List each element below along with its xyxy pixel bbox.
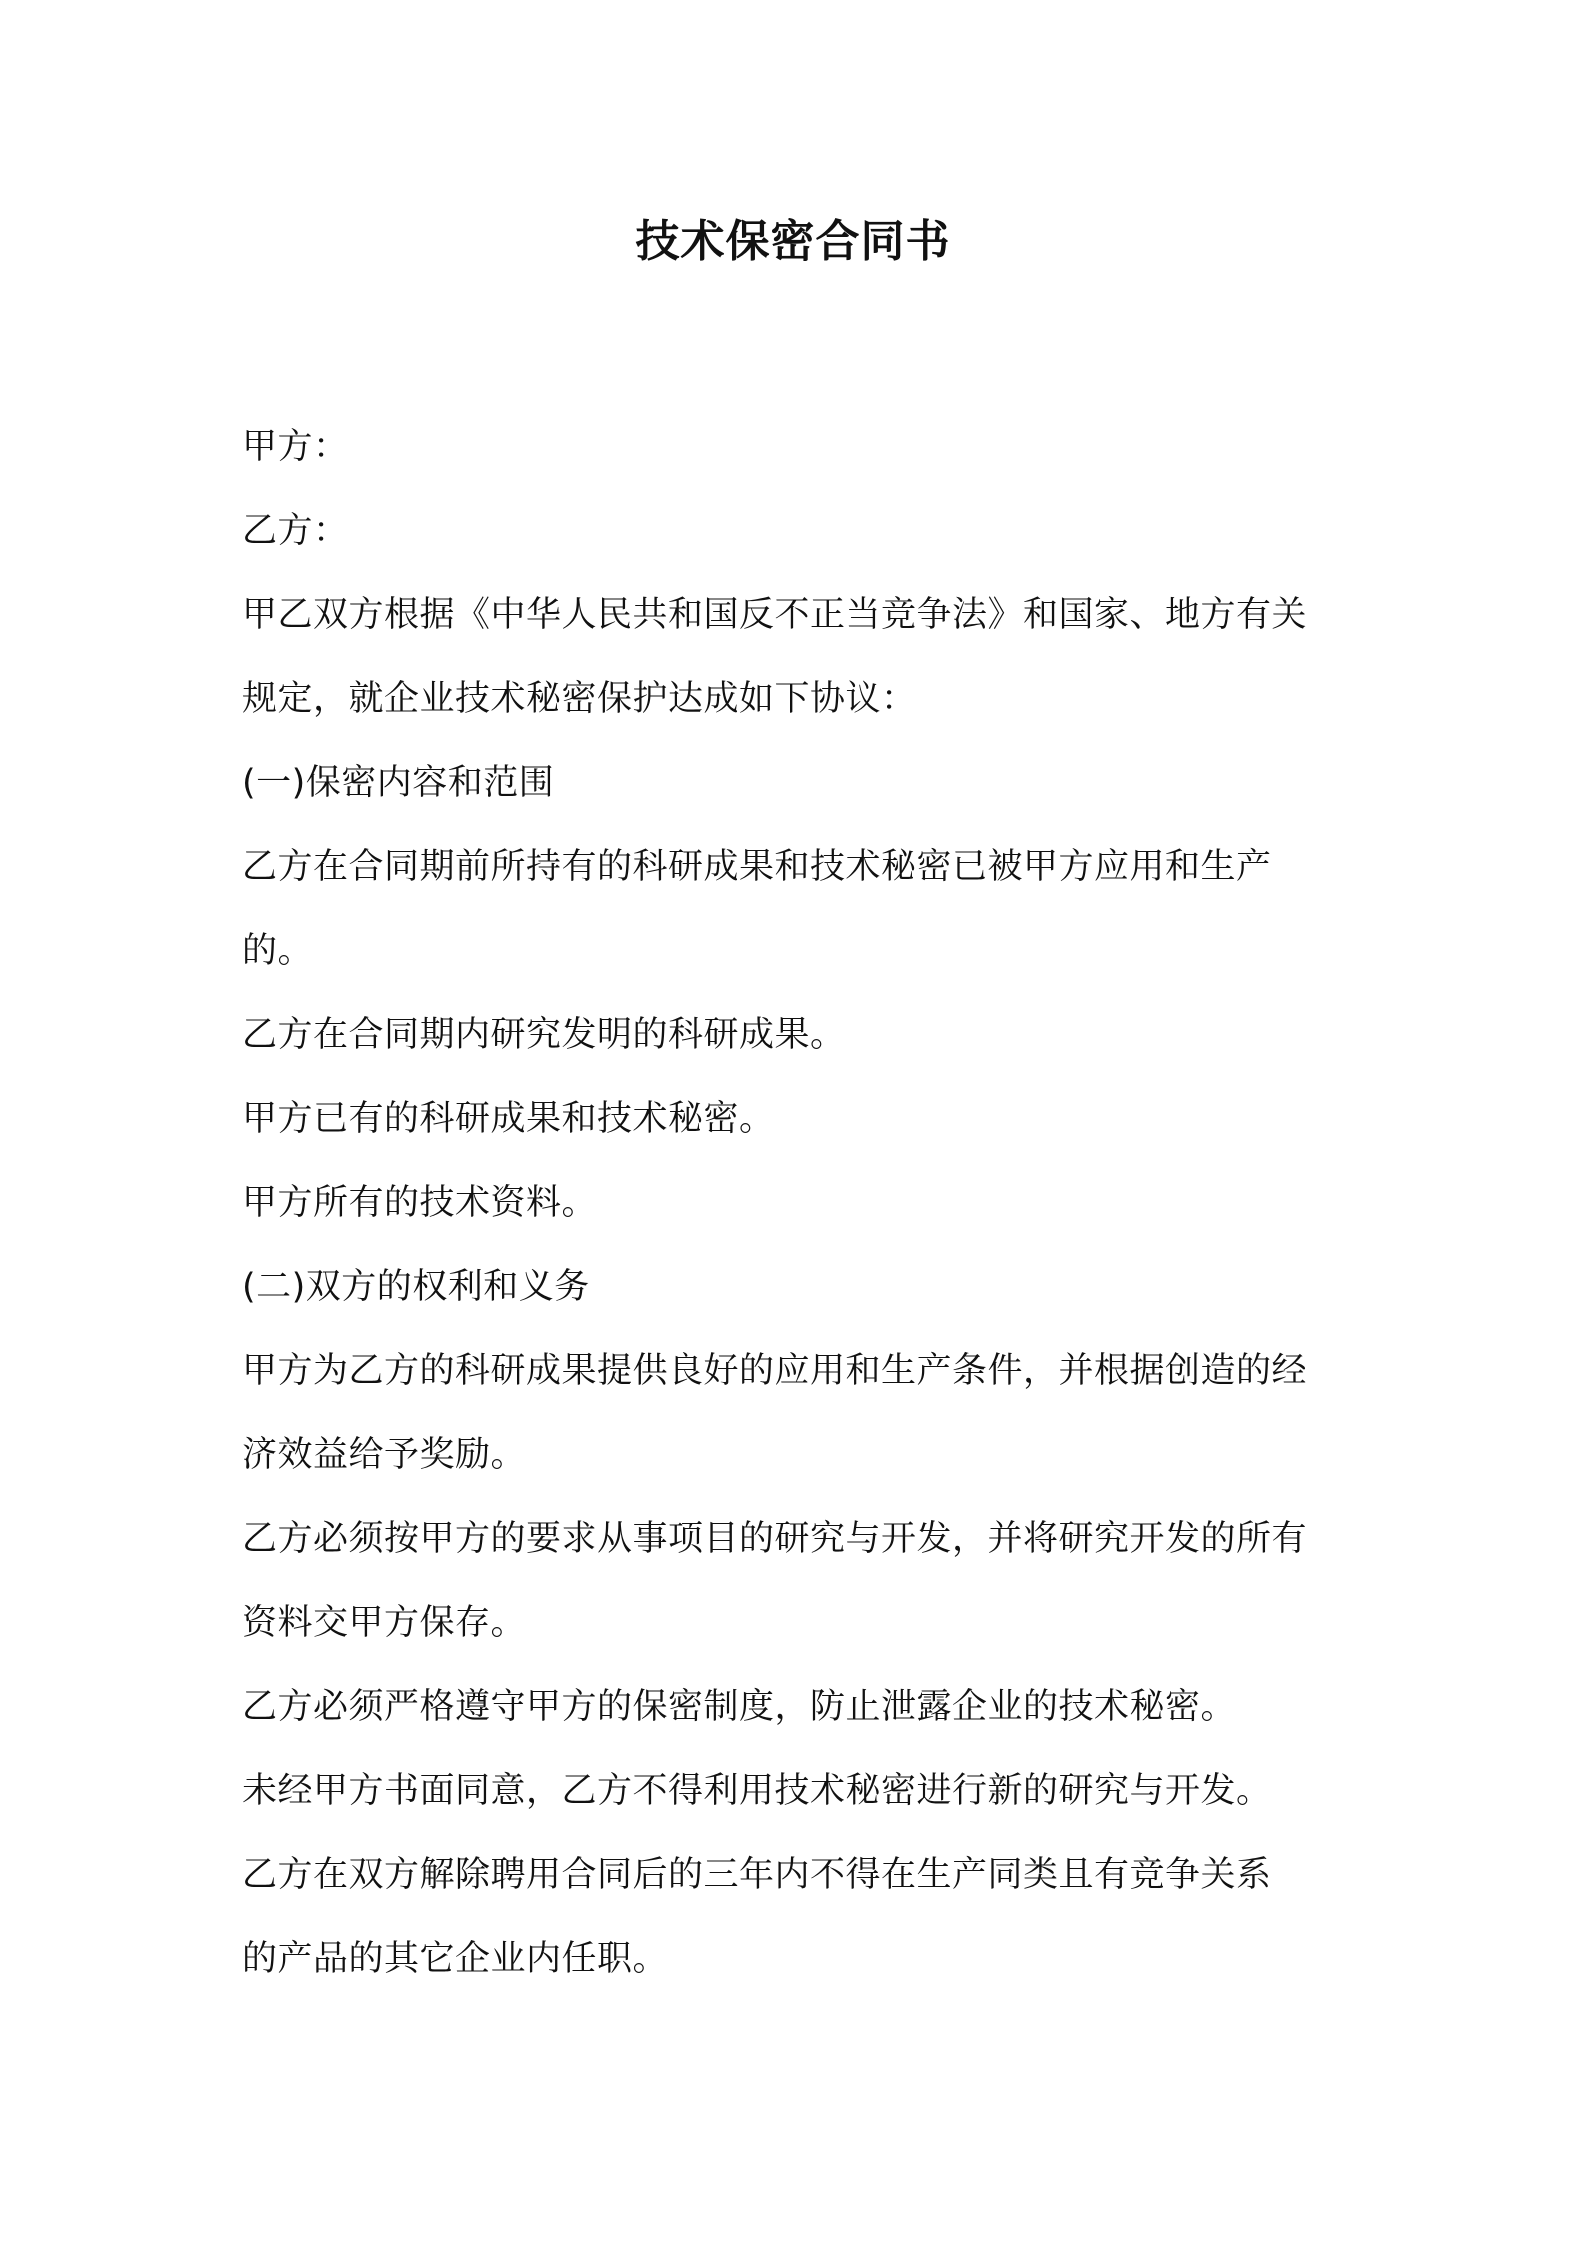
party-a-line: 甲方： — [242, 427, 349, 467]
document-title: 技术保密合同书 — [635, 216, 951, 267]
paragraph-line: 乙方在合同期前所持有的科研成果和技术秘密已被甲方应用和生产 — [242, 847, 1272, 887]
paragraph-line: 甲乙双方根据《中华人民共和国反不正当竞争法》和国家、地方有关 — [242, 595, 1308, 635]
section-heading: (一)保密内容和范围 — [242, 763, 555, 803]
party-b-line: 乙方： — [242, 511, 349, 551]
paragraph-line: 乙方必须严格遵守甲方的保密制度，防止泄露企业的技术秘密。 — [242, 1687, 1237, 1727]
paragraph-line: 未经甲方书面同意，乙方不得利用技术秘密进行新的研究与开发。 — [242, 1771, 1272, 1811]
paragraph-line: 资料交甲方保存。 — [242, 1603, 527, 1643]
paragraph-line: 乙方必须按甲方的要求从事项目的研究与开发，并将研究开发的所有 — [242, 1519, 1308, 1559]
paragraph-line: 甲方所有的技术资料。 — [242, 1183, 598, 1223]
section-heading: (二)双方的权利和义务 — [242, 1267, 590, 1307]
paragraph-line: 乙方在双方解除聘用合同后的三年内不得在生产同类且有竞争关系 — [242, 1855, 1272, 1895]
paragraph-line: 甲方已有的科研成果和技术秘密。 — [242, 1099, 775, 1139]
document-body — [242, 405, 1362, 2001]
paragraph-line: 济效益给予奖励。 — [242, 1435, 527, 1475]
paragraph-line: 甲方为乙方的科研成果提供良好的应用和生产条件，并根据创造的经 — [242, 1351, 1308, 1391]
paragraph-line: 的产品的其它企业内任职。 — [242, 1939, 669, 1979]
paragraph-line: 乙方在合同期内研究发明的科研成果。 — [242, 1015, 846, 1055]
paragraph-line: 的。 — [242, 931, 314, 971]
paragraph-line: 规定，就企业技术秘密保护达成如下协议： — [242, 679, 917, 719]
